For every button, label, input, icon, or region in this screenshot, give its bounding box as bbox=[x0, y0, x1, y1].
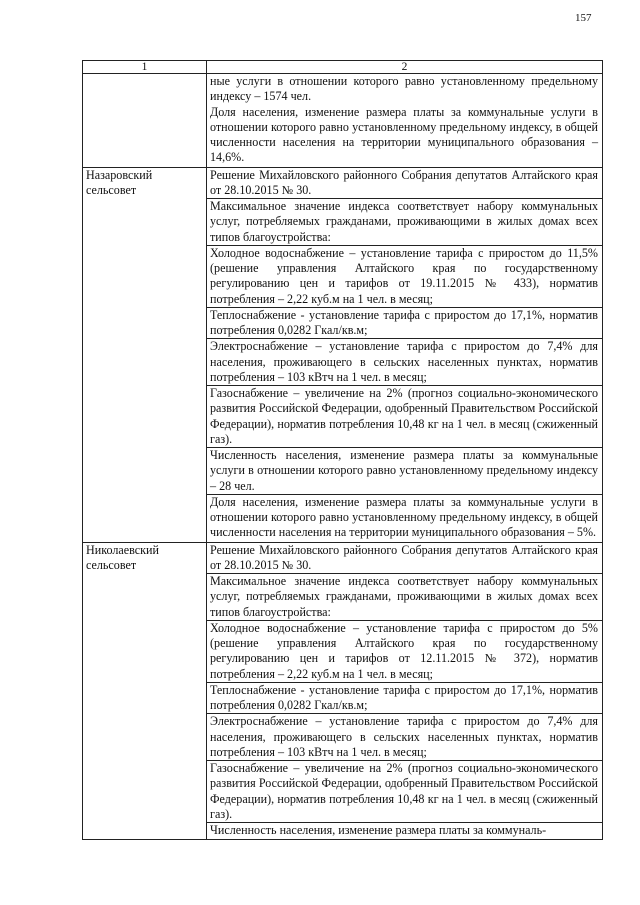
table-row-continuation bbox=[83, 74, 603, 168]
paragraph: Доля населения, изменение размера платы за коммунальные услуги в отношении которого равно установленному предельному индексу, в общей численности населения на территории муниципального образования – 14,6%. bbox=[210, 104, 598, 165]
paragraph: Численность населения, изменение размера платы за коммунальные услуги в отношении которого равно установленному предельному индексу – 28 чел. bbox=[207, 447, 602, 494]
municipality-name: Николаевский сельсовет bbox=[83, 542, 207, 840]
description-cell bbox=[207, 167, 603, 542]
paragraph: Холодное водоснабжение – установление тарифа с приростом до 5% (решение управления Алтайского края по государственному регулированию цен и тарифов от 12.11.2015 № 372), норматив потребления – 2,22 куб.м на 1 чел. в месяц; bbox=[207, 620, 602, 682]
paragraph: Доля населения, изменение размера платы за коммунальные услуги в отношении которого равно установленному предельному индексу, в общей численности населения на территории муниципального образования – 5%. bbox=[207, 494, 602, 541]
paragraph: Газоснабжение – увеличение на 2% (прогноз социально-экономического развития Российской Федерации, одобренный Правительством Российской Федерации), норматив потребления 10,48 кг на 1 чел. в месяц (сжиженный газ). bbox=[207, 385, 602, 447]
description-cell bbox=[207, 542, 603, 840]
paragraph: Максимальное значение индекса соответствует набору коммунальных услуг, потребляемых гражданами, проживающими в жилых домах всех типов благоустройства: bbox=[207, 198, 602, 245]
column-number-2: 2 bbox=[207, 61, 603, 74]
paragraph: ные услуги в отношении которого равно установленному предельному индексу – 1574 чел. bbox=[210, 74, 598, 104]
paragraph: Максимальное значение индекса соответствует набору коммунальных услуг, потребляемых гражданами, проживающими в жилых домах всех типов благоустройства: bbox=[207, 573, 602, 620]
table-row-nazarovsky bbox=[83, 167, 603, 542]
paragraph: Электроснабжение – установление тарифа с приростом до 7,4% для населения, проживающего в сельских населенных пунктах, норматив потребления – 103 кВтч на 1 чел. в месяц; bbox=[207, 338, 602, 385]
column-number-row bbox=[83, 61, 603, 74]
paragraph: Холодное водоснабжение – установление тарифа с приростом до 11,5% (решение управления Алтайского края по государственному регулированию цен и тарифов от 19.11.2015 № 433), норматив потребления – 2,22 куб.м на 1 чел. в месяц; bbox=[207, 245, 602, 307]
utility-tariff-table bbox=[82, 60, 603, 840]
description-cell bbox=[207, 74, 603, 168]
empty-name-cell bbox=[83, 74, 207, 168]
paragraph: Численность населения, изменение размера платы за коммуналь- bbox=[207, 822, 602, 838]
column-number-1: 1 bbox=[83, 61, 207, 74]
table-row-nikolaevsky bbox=[83, 542, 603, 840]
paragraph: Теплоснабжение - установление тарифа с приростом до 17,1%, норматив потребления 0,0282 Гкал/кв.м; bbox=[207, 307, 602, 339]
municipality-name: Назаровский сельсовет bbox=[83, 167, 207, 542]
paragraph: Решение Михайловского районного Собрания депутатов Алтайского края от 28.10.2015 № 30. bbox=[210, 167, 598, 197]
paragraph: Газоснабжение – увеличение на 2% (прогноз социально-экономического развития Российской Федерации, одобренный Правительством Российской Федерации), норматив потребления 10,48 кг на 1 чел. в месяц (сжиженный газ). bbox=[207, 760, 602, 822]
paragraph: Решение Михайловского районного Собрания депутатов Алтайского края от 28.10.2015 № 30. bbox=[210, 542, 598, 572]
paragraph: Электроснабжение – установление тарифа с приростом до 7,4% для населения, проживающего в сельских населенных пунктах, норматив потребления – 103 кВтч на 1 чел. в месяц; bbox=[207, 713, 602, 760]
page-number: 157 bbox=[575, 12, 592, 24]
paragraph: Теплоснабжение - установление тарифа с приростом до 17,1%, норматив потребления 0,0282 Гкал/кв.м; bbox=[207, 682, 602, 714]
